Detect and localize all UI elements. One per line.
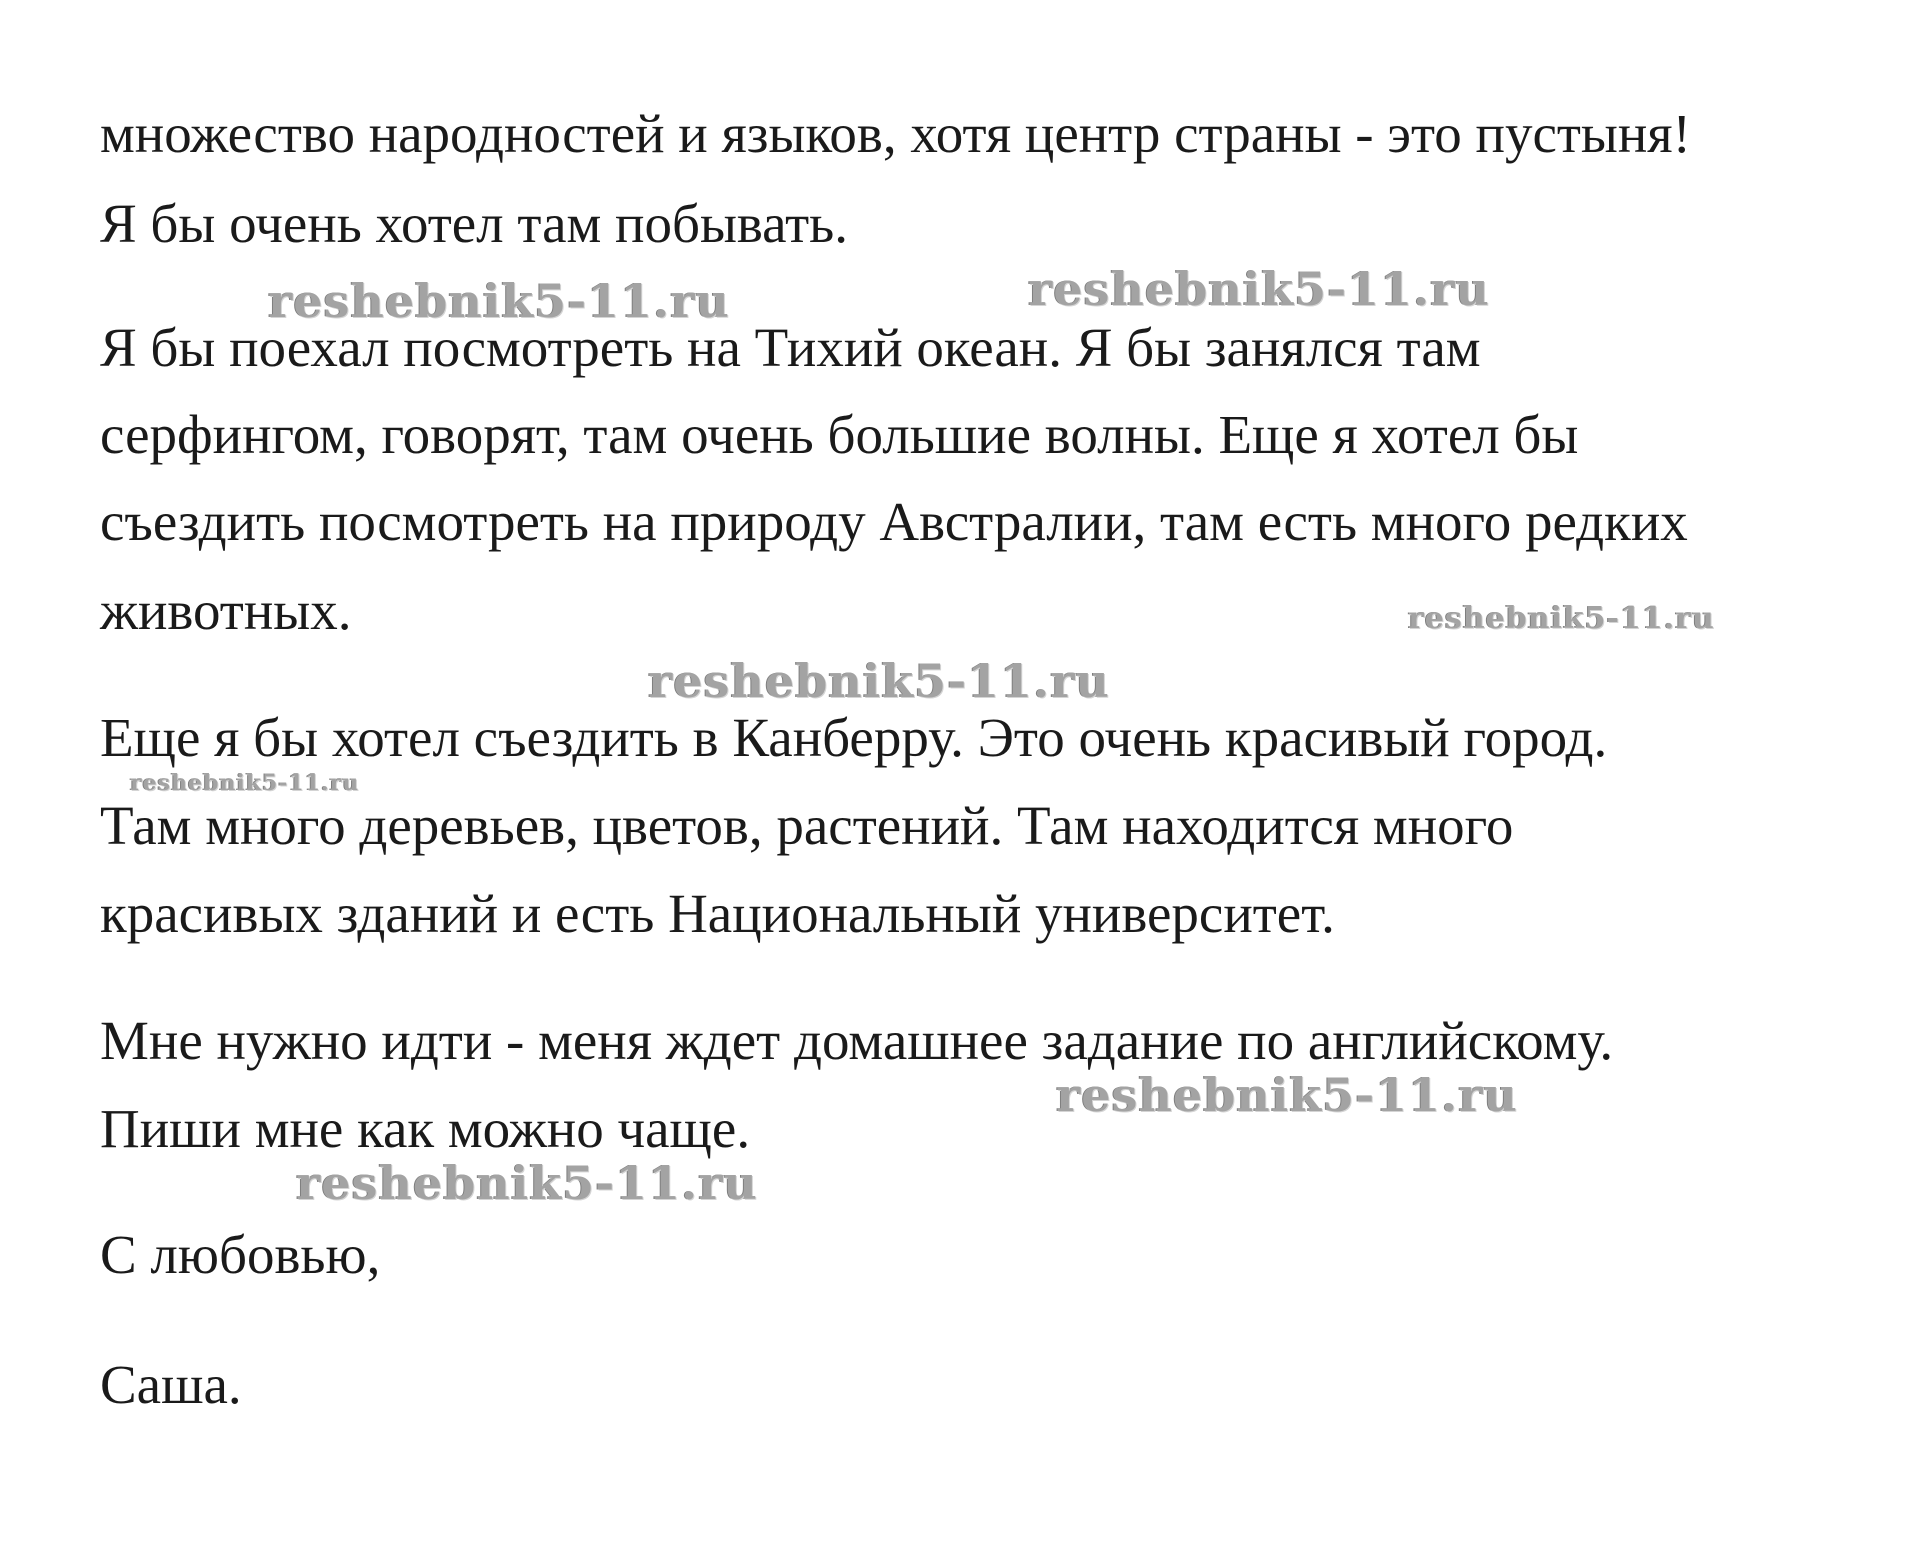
watermark: reshebnik5-11.ru (296, 1156, 758, 1210)
closing-line: С любовью, (100, 1224, 381, 1285)
text-line: Я бы поехал посмотреть на Тихий океан. Я бы занялся там (100, 317, 1481, 378)
text-line: Еще я бы хотел съездить в Канберру. Это очень красивый город. (100, 707, 1608, 768)
text-line: Там много деревьев, цветов, растений. Там находится много (100, 795, 1514, 856)
watermark: reshebnik5-11.ru (130, 770, 360, 796)
watermark: reshebnik5-11.ru (1408, 601, 1715, 636)
text-line: Пиши мне как можно чаще. (100, 1098, 751, 1159)
text-line: множество народностей и языков, хотя центр страны - это пустыня! (100, 103, 1691, 164)
text-line: Я бы очень хотел там побывать. (100, 193, 849, 254)
watermark: reshebnik5-11.ru (1056, 1068, 1518, 1122)
signature-line: Саша. (100, 1354, 242, 1415)
watermark: reshebnik5-11.ru (648, 654, 1110, 708)
watermark: reshebnik5-11.ru (268, 274, 730, 328)
text-line: красивых зданий и есть Национальный университет. (100, 883, 1335, 944)
text-line: Мне нужно идти - меня ждет домашнее задание по английскому. (100, 1010, 1614, 1071)
text-line: животных. (100, 580, 352, 641)
watermark: reshebnik5-11.ru (1028, 262, 1490, 316)
text-line: серфингом, говорят, там очень большие волны. Еще я хотел бы (100, 404, 1579, 465)
text-line: съездить посмотреть на природу Австралии, там есть много редких (100, 491, 1688, 552)
